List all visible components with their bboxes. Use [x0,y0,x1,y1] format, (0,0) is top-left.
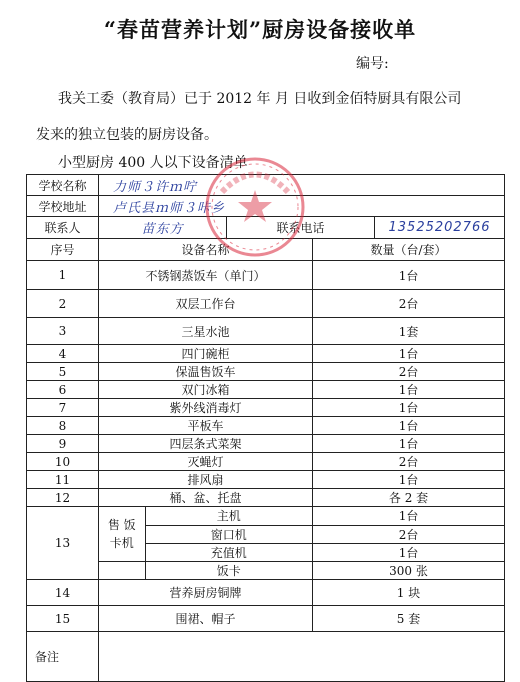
row-serial: 13 [27,507,99,580]
row-quantity: 1 块 [313,580,505,606]
meal-card-name: 饭卡 [145,561,312,579]
table-row-card-machine [27,507,505,580]
row-serial: 14 [27,580,99,606]
row-quantity: 2台 [313,290,505,318]
row-quantity: 1台 [313,381,505,399]
school-address-row [27,196,505,217]
row-equipment-name: 三星水池 [99,318,313,345]
table-row [27,363,505,381]
table-row [27,399,505,417]
equipment-table [26,174,505,682]
remark-value [99,632,505,682]
row-equipment-name: 双层工作台 [99,290,313,318]
row-serial: 4 [27,345,99,363]
row-serial: 7 [27,399,99,417]
row-equipment-name: 不锈钢蒸饭车（单门） [99,261,313,290]
row-serial: 9 [27,435,99,453]
row-equipment-name: 围裙、帽子 [99,606,313,632]
card-machine-label-line-1: 售 饭 [107,517,136,532]
card-machine-label-line-2: 卡机 [109,535,134,550]
row-equipment-name: 保温售饭车 [99,363,313,381]
table-row [27,453,505,471]
row-equipment-name: 营养厨房铜牌 [99,580,313,606]
card-machine-qty: 2台 [313,525,504,543]
list-title: 小型厨房 400 人以下设备清单 [58,155,248,171]
row-quantity: 各 2 套 [313,489,505,507]
card-machine-item: 充值机 [145,543,312,561]
table-row [27,471,505,489]
doc-number-label: 编号: [356,56,389,72]
row-quantity: 2台 [313,453,505,471]
header-serial: 序号 [27,239,99,261]
row-serial: 6 [27,381,99,399]
row-equipment-name: 灭蝇灯 [99,453,313,471]
remark-label: 备注 [27,632,99,682]
contact-row [27,217,505,239]
row-quantity: 1台 [313,471,505,489]
row-equipment-name: 四层条式菜架 [99,435,313,453]
row-quantity: 1套 [313,318,505,345]
table-row [27,290,505,318]
row-equipment-name: 双门冰箱 [99,381,313,399]
table-row [27,261,505,290]
school-address-label: 学校地址 [27,196,99,217]
card-machine-group-label [99,507,145,561]
row-serial: 15 [27,606,99,632]
meal-card-qty: 300 张 [313,561,504,579]
row-quantity: 1台 [313,261,505,290]
contact-label: 联系人 [27,217,99,239]
school-name-row [27,175,505,196]
row-quantity: 1台 [313,417,505,435]
row-quantity: 1台 [313,399,505,417]
school-address-value: 卢氏县ｍ师３咔乡 [99,196,505,217]
row-serial: 5 [27,363,99,381]
table-row [27,345,505,363]
card-machine-item: 主机 [145,507,312,525]
card-machine-qty: 1台 [313,507,504,525]
contact-value: 苗东方 [99,217,227,239]
table-header-row [27,239,505,261]
row-quantity: 1台 [313,435,505,453]
row-serial: 10 [27,453,99,471]
row-serial: 12 [27,489,99,507]
intro-line-2: 发来的独立包装的厨房设备。 [36,127,218,143]
table-row [27,606,505,632]
remark-row [27,632,505,682]
row-equipment-name: 排风扇 [99,471,313,489]
header-quantity: 数量（台/套） [313,239,505,261]
row-serial: 1 [27,261,99,290]
school-name-value: 力师３许ｍ咛 [99,175,505,196]
table-row [27,381,505,399]
phone-value: 13525202766 [375,217,505,239]
row-equipment-name: 四门碗柜 [99,345,313,363]
document-title: “春苗营养计划”厨房设备接收单 [103,17,417,42]
table-row [27,580,505,606]
header-equipment-name: 设备名称 [99,239,313,261]
table-row [27,417,505,435]
intro-line-1: 我关工委（教育局）已于 2012 年 月 日收到金佰特厨具有限公司 [58,91,462,107]
table-row [27,435,505,453]
row-quantity: 2台 [313,363,505,381]
card-machine-item: 窗口机 [145,525,312,543]
row-quantity: 5 套 [313,606,505,632]
row-equipment-name: 桶、盆、托盘 [99,489,313,507]
row-quantity: 1台 [313,345,505,363]
table-row [27,318,505,345]
row-serial: 2 [27,290,99,318]
table-row [27,489,505,507]
phone-label: 联系电话 [227,217,375,239]
row-serial: 3 [27,318,99,345]
card-machine-subtable [99,507,312,579]
row-serial: 8 [27,417,99,435]
school-name-label: 学校名称 [27,175,99,196]
card-machine-qty: 1台 [313,543,504,561]
row-equipment-name: 平板车 [99,417,313,435]
row-equipment-name: 紫外线消毒灯 [99,399,313,417]
row-serial: 11 [27,471,99,489]
card-machine-qty-subtable [313,507,504,579]
